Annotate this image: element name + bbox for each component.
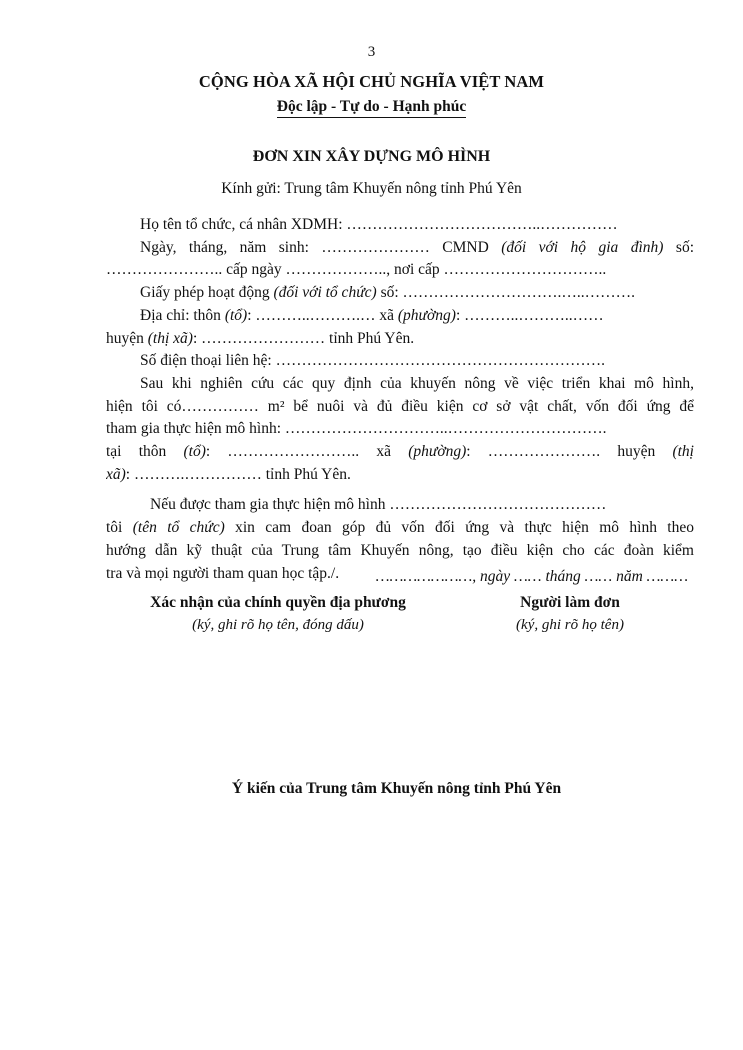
nation-title: CỘNG HÒA XÃ HỘI CHỦ NGHĨA VIỆT NAM bbox=[198, 72, 545, 91]
authority-signature-note: (ký, ghi rõ họ tên, đóng dấu) bbox=[192, 617, 364, 633]
applicant-signature-block bbox=[460, 594, 680, 634]
date-line: …………………, ngày …… tháng …… năm ……… bbox=[375, 568, 688, 585]
name-line: Họ tên tổ chức, cá nhân XDMH: ………………………………..…………… bbox=[140, 216, 618, 233]
paragraph-1-line-1: Sau khi nghiên cứu các quy định của khuyến nông về việc triển khai mô hình, bbox=[140, 374, 694, 392]
motto: Độc lập - Tự do - Hạnh phúc bbox=[277, 98, 466, 118]
recipient-line: Kính gửi: Trung tâm Khuyến nông tỉnh Phú Yên bbox=[221, 180, 522, 197]
dob-line: Ngày, tháng, năm sinh: ………………… CMND (đối với hộ gia đình) số: bbox=[140, 238, 694, 256]
center-opinion-heading: Ý kiến của Trung tâm Khuyến nông tỉnh Phú Yên bbox=[231, 780, 562, 797]
form-body bbox=[106, 214, 694, 585]
authority-signature-title: Xác nhận của chính quyền địa phương bbox=[150, 594, 406, 611]
phone-line: Số điện thoại liên hệ: ………………………………………………………. bbox=[140, 352, 605, 370]
id-line: ………………….. cấp ngày ……………….., nơi cấp ………………………….. bbox=[106, 261, 607, 279]
applicant-signature-note: (ký, ghi rõ họ tên) bbox=[516, 617, 624, 633]
authority-signature-block bbox=[88, 594, 468, 634]
address-line: Địa chỉ: thôn (tổ): ………..……….… xã (phường): ………..………..…… bbox=[140, 306, 604, 324]
paragraph-2-line-2: tôi (tên tổ chức) xin cam đoan góp đủ vốn đối ứng và thực hiện mô hình theo bbox=[106, 519, 694, 537]
paragraph-2-line-1: Nếu được tham gia thực hiện mô hình …………………………………… bbox=[150, 496, 607, 514]
national-header bbox=[0, 72, 743, 118]
paragraph-1-line-2: hiện tôi có…………… m² bể nuôi và đủ điều kiện cơ sở vật chất, vốn đối ứng để bbox=[106, 397, 694, 415]
license-line: Giấy phép hoạt động (đối với tổ chức) số: ………………………….…..………. bbox=[140, 284, 636, 302]
paragraph-2-line-4: tra và mọi người tham quan học tập./. bbox=[106, 564, 340, 582]
paragraph-2-line-3: hướng dẫn kỹ thuật của Trung tâm Khuyến nông, tạo điều kiện cho các đoàn kiểm bbox=[106, 541, 694, 559]
applicant-signature-title: Người làm đơn bbox=[520, 594, 620, 611]
page-number: 3 bbox=[367, 44, 376, 60]
paragraph-1-line-3: tham gia thực hiện mô hình: …………………………..…………………………. bbox=[106, 420, 607, 438]
location-line: tại thôn (tổ): …………………….. xã (phường): …………………. huyện (thị bbox=[106, 443, 694, 461]
district-line: huyện (thị xã): …………………… tỉnh Phú Yên. bbox=[106, 329, 415, 347]
document-title: ĐƠN XIN XÂY DỰNG MÔ HÌNH bbox=[252, 148, 491, 165]
location-line-2: xã): ……….…………… tỉnh Phú Yên. bbox=[106, 465, 351, 483]
